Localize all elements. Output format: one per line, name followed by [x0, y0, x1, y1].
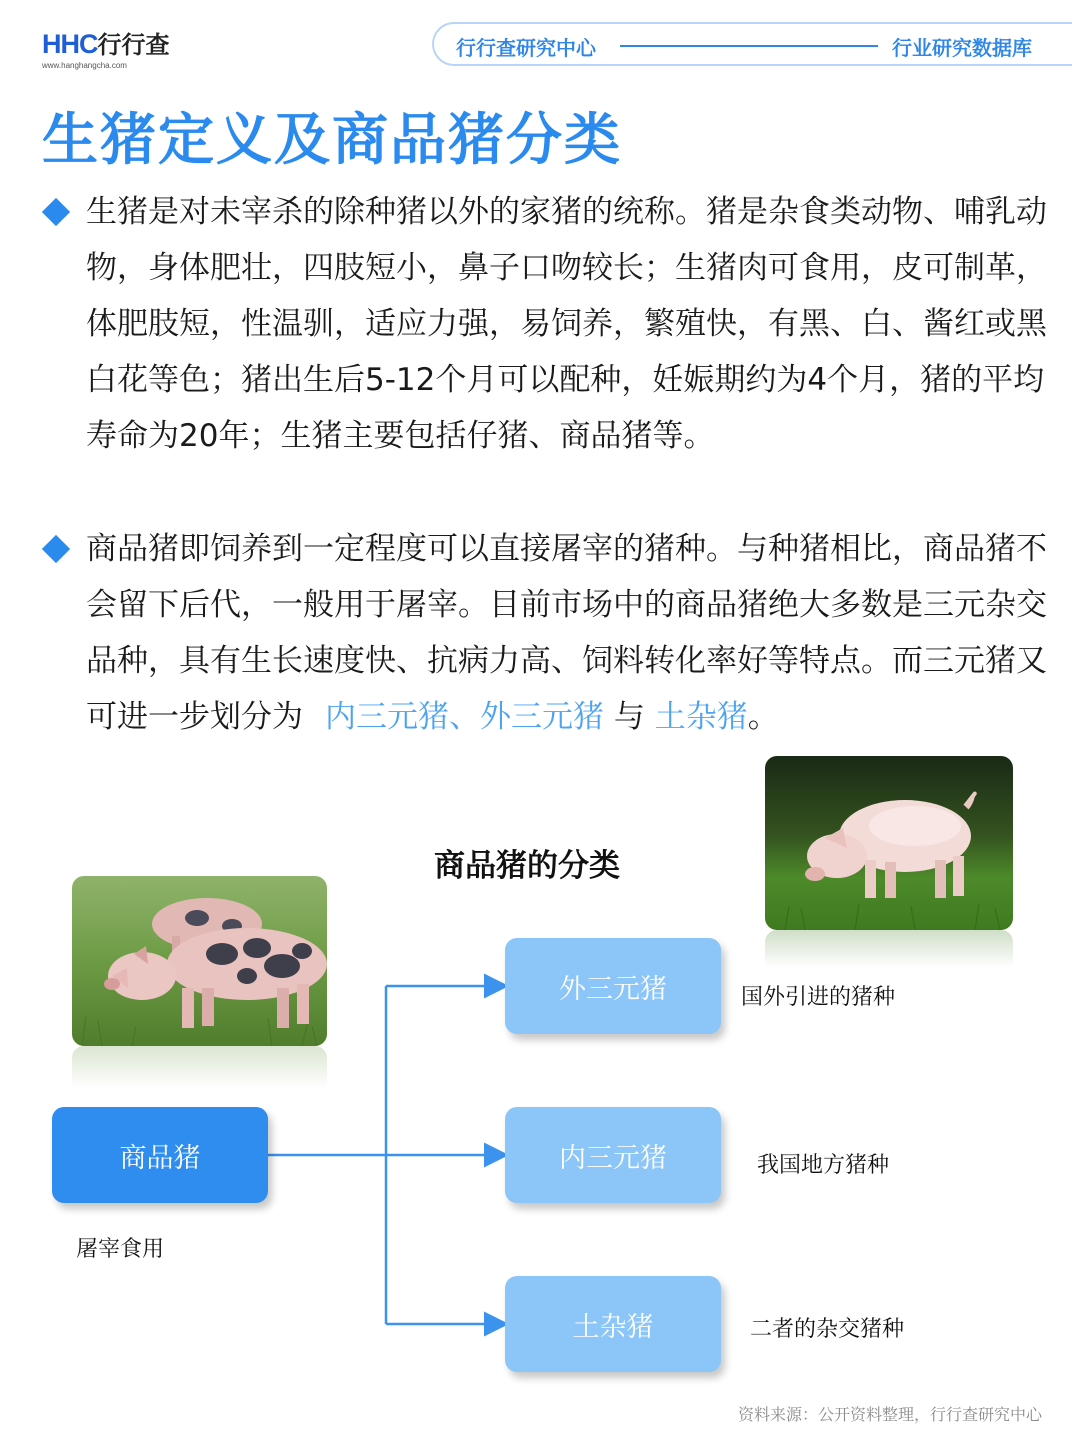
- node-root: 商品猪: [52, 1107, 268, 1203]
- node-tu-za: 土杂猪: [505, 1276, 721, 1372]
- logo-cn: 行行查: [97, 31, 170, 59]
- highlight-tu-za: 土杂猪: [654, 699, 748, 735]
- node-wai-san-yuan: 外三元猪: [505, 938, 721, 1034]
- paragraph-end: 。: [747, 699, 779, 735]
- logo-mark: HHC: [42, 29, 98, 59]
- source-note: 资料来源：公开资料整理，行行查研究中心: [737, 1405, 1042, 1424]
- paragraph-definition: 生猪是对未宰杀的除种猪以外的家猪的统称。猪是杂食类动物、哺乳动物，身体肥壮，四肢短小，鼻子口吻较长；生猪肉可食用，皮可制革，体肥肢短，性温驯，适应力强，易饲养，繁殖快，有黑、白、酱红或黑白花等色；猪出生后5-12个月可以配种，妊娠期约为4个月，猪的平均寿命为20年；生猪主要包括仔猪、商品猪等。: [86, 194, 1047, 454]
- logo-url: www.hanghangcha.com: [42, 61, 127, 70]
- header-left-label: 行行查研究中心: [456, 36, 596, 60]
- node-wai-san-yuan-note: 国外引进的猪种: [741, 985, 896, 1010]
- node-nei-san-yuan: 内三元猪: [505, 1107, 721, 1203]
- paragraph-and: 与: [613, 699, 645, 735]
- page-title: 生猪定义及商品猪分类: [42, 108, 622, 173]
- node-tu-za-note: 二者的杂交猪种: [750, 1317, 905, 1342]
- header-right-label: 行业研究数据库: [892, 36, 1032, 60]
- highlight-nei-san-yuan: 内三元猪、: [325, 699, 480, 735]
- node-nei-san-yuan-note: 我国地方猪种: [757, 1153, 890, 1178]
- node-root-note: 屠宰食用: [76, 1237, 165, 1262]
- highlight-wai-san-yuan: 外三元猪: [480, 699, 604, 735]
- diagram-title: 商品猪的分类: [434, 848, 620, 884]
- paragraph-classification-text: 商品猪即饲养到一定程度可以直接屠宰的猪种。与种猪相比，商品猪不会留下后代，一般用于屠宰。目前市场中的商品猪绝大多数是三元杂交品种，具有生长速度快、抗病力高、饲料转化率好等特点。而三元猪又可进一步划分为: [86, 531, 1047, 735]
